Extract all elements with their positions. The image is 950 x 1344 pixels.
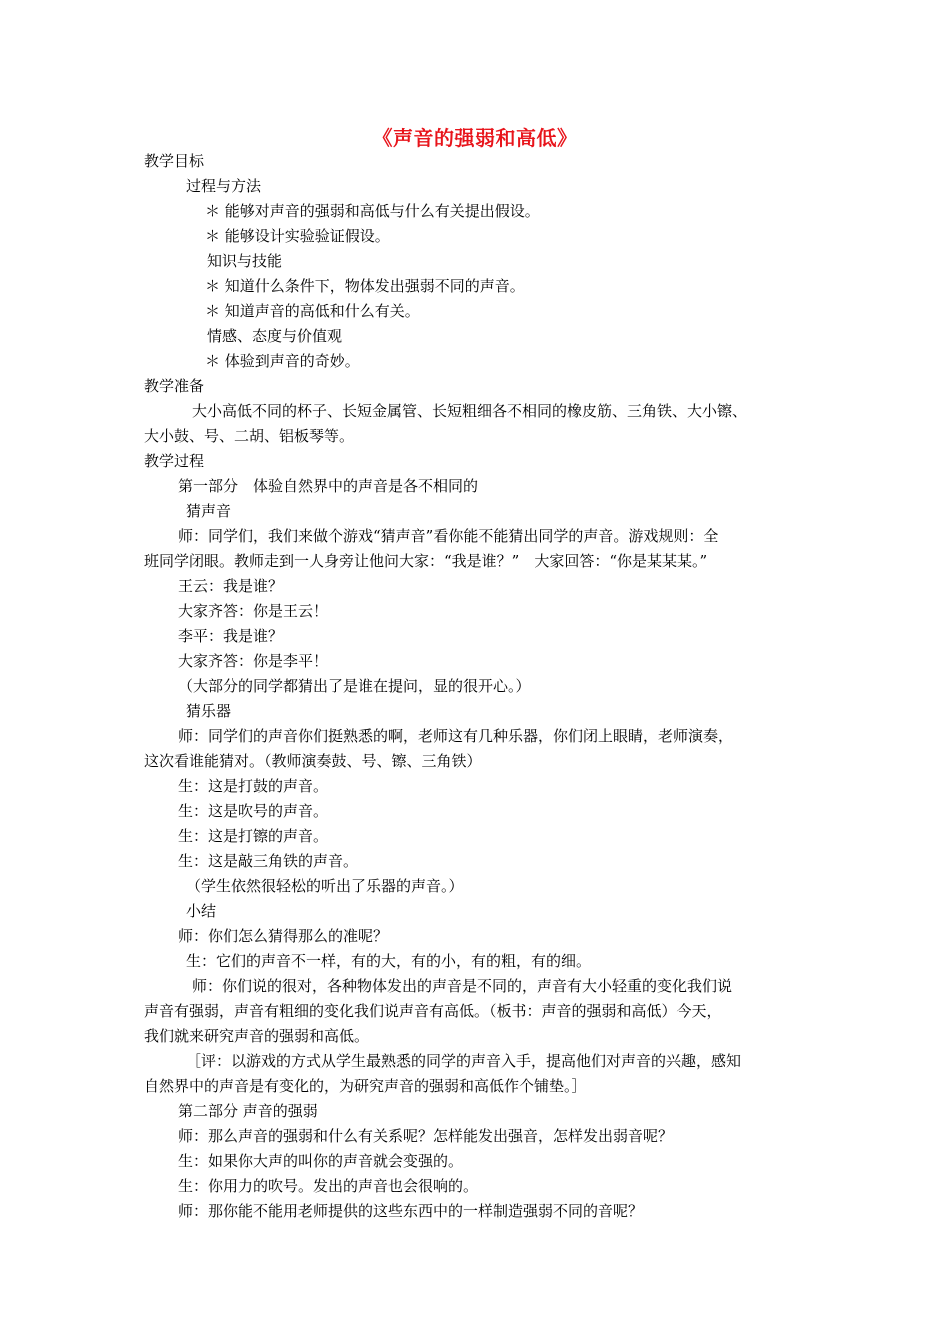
goal-item: ＊ 知道什么条件下，物体发出强弱不同的声音。	[205, 277, 525, 295]
dialogue-line: 大家齐答：你是王云！	[178, 602, 329, 620]
paragraph-line: 师：同学们的声音你们挺熟悉的啊，老师这有几种乐器，你们闭上眼睛，老师演奏，	[178, 727, 734, 745]
dialogue-line: 师：你们怎么猜得那么的准呢？	[178, 927, 389, 945]
paragraph-line: 大小鼓、号、二胡、铝板琴等。	[144, 427, 355, 445]
subheading-summary: 小结	[186, 902, 217, 920]
note-line: （大部分的同学都猜出了是谁在提问，显的很开心。）	[178, 677, 531, 695]
comment-line: 自然界中的声音是有变化的，为研究声音的强弱和高低作个铺垫。］	[144, 1077, 587, 1095]
goal-item: ＊ 能够设计实验验证假设。	[205, 227, 390, 245]
section-heading-part-two: 第二部分 声音的强弱	[178, 1102, 318, 1120]
note-line: （学生依然很轻松的听出了乐器的声音。）	[186, 877, 464, 895]
goal-item: ＊ 知道声音的高低和什么有关。	[205, 302, 420, 320]
document-title: 《声音的强弱和高低》	[372, 126, 578, 150]
dialogue-line: 李平：我是谁？	[178, 627, 284, 645]
heading-teaching-goals: 教学目标	[144, 152, 205, 170]
section-heading-part-one: 第一部分 体验自然界中的声音是各不相同的	[178, 477, 479, 495]
dialogue-line: 生：这是打镲的声音。	[178, 827, 329, 845]
heading-teaching-process: 教学过程	[144, 452, 205, 470]
paragraph-line: 声音有强弱，声音有粗细的变化我们说声音有高低。（板书：声音的强弱和高低）今天，	[144, 1002, 722, 1020]
paragraph-line: 师：你们说的很对，各种物体发出的声音是不同的，声音有大小轻重的变化我们说	[192, 977, 733, 995]
paragraph-line: 这次看谁能猜对。（教师演奏鼓、号、镲、三角铁）	[144, 752, 482, 770]
paragraph-line: 班同学闭眼。教师走到一人身旁让他问大家：“我是谁？” 大家回答：“你是某某某。”	[144, 552, 708, 570]
paragraph-line: 师：同学们，我们来做个游戏“猜声音”看你能不能猜出同学的声音。游戏规则：全	[178, 527, 719, 545]
subheading-attitude-values: 情感、态度与价值观	[207, 327, 343, 345]
paragraph-line: 我们就来研究声音的强弱和高低。	[144, 1027, 370, 1045]
subheading-process-method: 过程与方法	[186, 177, 262, 195]
dialogue-line: 师：那你能不能用老师提供的这些东西中的一样制造强弱不同的音呢？	[178, 1202, 644, 1220]
heading-teaching-preparation: 教学准备	[144, 377, 205, 395]
paragraph-line: 大小高低不同的杯子、长短金属管、长短粗细各不相同的橡皮筋、三角铁、大小镲、	[192, 402, 748, 420]
subheading-knowledge-skills: 知识与技能	[207, 252, 283, 270]
dialogue-line: 王云：我是谁？	[178, 577, 284, 595]
comment-line: ［评：以游戏的方式从学生最熟悉的同学的声音入手，提高他们对声音的兴趣，感知	[186, 1052, 742, 1070]
dialogue-line: 大家齐答：你是李平！	[178, 652, 329, 670]
dialogue-line: 师：那么声音的强弱和什么有关系呢？怎样能发出强音，怎样发出弱音呢？	[178, 1127, 674, 1145]
dialogue-line: 生：这是敲三角铁的声音。	[178, 852, 359, 870]
subheading-guess-voice: 猜声音	[186, 502, 232, 520]
dialogue-line: 生：它们的声音不一样，有的大，有的小，有的粗，有的细。	[186, 952, 592, 970]
dialogue-line: 生：这是吹号的声音。	[178, 802, 329, 820]
goal-item: ＊ 能够对声音的强弱和高低与什么有关提出假设。	[205, 202, 540, 220]
dialogue-line: 生：你用力的吹号。发出的声音也会很响的。	[178, 1177, 479, 1195]
dialogue-line: 生：这是打鼓的声音。	[178, 777, 329, 795]
dialogue-line: 生：如果你大声的叫你的声音就会变强的。	[178, 1152, 464, 1170]
goal-item: ＊ 体验到声音的奇妙。	[205, 352, 360, 370]
subheading-guess-instrument: 猜乐器	[186, 702, 232, 720]
